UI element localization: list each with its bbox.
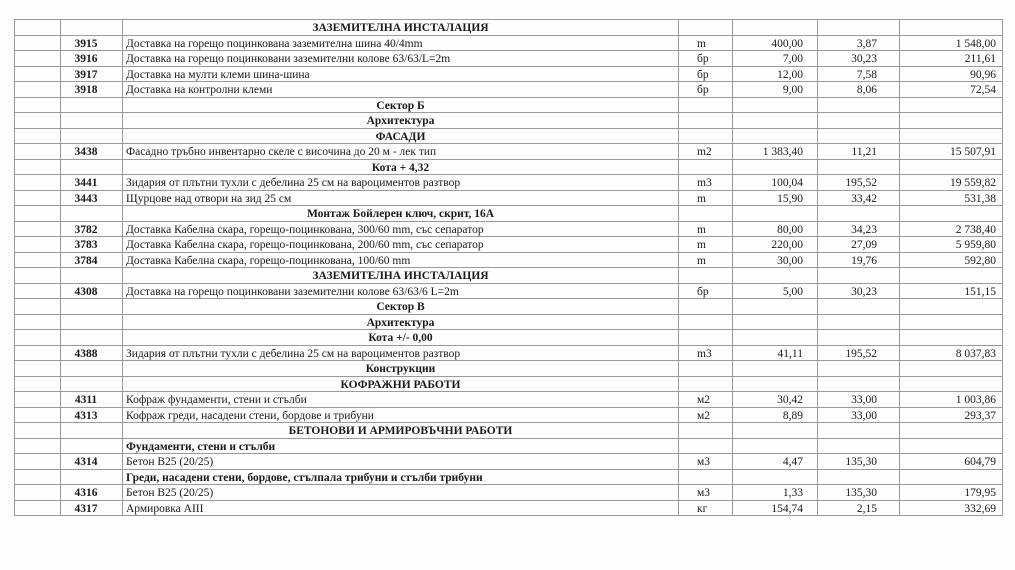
item-quantity [733, 128, 818, 144]
lead-cell [15, 407, 61, 423]
section-heading-row [15, 376, 1003, 392]
item-description: Кота +/- 0,00 [123, 330, 679, 346]
lead-cell [15, 128, 61, 144]
section-heading-row [15, 20, 1003, 36]
item-total: 8 037,83 [900, 345, 1003, 361]
item-total: 293,37 [900, 407, 1003, 423]
item-quantity: 400,00 [733, 35, 818, 51]
lead-cell [15, 113, 61, 129]
lead-cell [15, 35, 61, 51]
item-unit: m [679, 252, 733, 268]
item-description: Бетон В25 (20/25) [123, 485, 679, 501]
lead-cell [15, 330, 61, 346]
item-description: Доставка на горещо поцинковани заземителни колове 63/63/6 L=2m [123, 283, 679, 299]
item-code: 4308 [61, 283, 123, 299]
item-unit-price: 135,30 [818, 485, 900, 501]
item-code: 3918 [61, 82, 123, 98]
item-unit-price [818, 469, 900, 485]
item-quantity [733, 330, 818, 346]
item-total [900, 113, 1003, 129]
item-description: Щурцове над отвори на зид 25 см [123, 190, 679, 206]
item-code: 4388 [61, 345, 123, 361]
item-unit: м2 [679, 407, 733, 423]
item-total: 604,79 [900, 454, 1003, 470]
lead-cell [15, 221, 61, 237]
item-quantity: 30,42 [733, 392, 818, 408]
section-heading-row [15, 314, 1003, 330]
item-total: 2 738,40 [900, 221, 1003, 237]
item-unit [679, 268, 733, 284]
item-unit-price [818, 361, 900, 377]
item-code [61, 268, 123, 284]
item-unit [679, 206, 733, 222]
item-code: 4313 [61, 407, 123, 423]
subheading-row [15, 438, 1003, 454]
item-unit [679, 423, 733, 439]
item-unit-price: 7,58 [818, 66, 900, 82]
item-code: 3783 [61, 237, 123, 253]
table-row [15, 485, 1003, 501]
item-quantity [733, 113, 818, 129]
item-total: 332,69 [900, 500, 1003, 516]
item-description: Доставка Кабелна скара, горещо-поцинкована, 100/60 mm [123, 252, 679, 268]
item-total [900, 314, 1003, 330]
item-unit [679, 128, 733, 144]
section-heading-row [15, 423, 1003, 439]
item-unit-price: 135,30 [818, 454, 900, 470]
table-row [15, 66, 1003, 82]
item-description: ЗАЗЕМИТЕЛНА ИНСТАЛАЦИЯ [123, 268, 679, 284]
item-code [61, 299, 123, 315]
item-total [900, 97, 1003, 113]
item-code: 3784 [61, 252, 123, 268]
item-unit-price: 27,09 [818, 237, 900, 253]
item-unit [679, 314, 733, 330]
item-quantity: 4,47 [733, 454, 818, 470]
item-unit-price [818, 314, 900, 330]
table-row [15, 392, 1003, 408]
table-row [15, 51, 1003, 67]
item-total [900, 159, 1003, 175]
item-unit-price [818, 423, 900, 439]
item-total [900, 376, 1003, 392]
item-description: ФАСАДИ [123, 128, 679, 144]
item-total: 592,80 [900, 252, 1003, 268]
item-total: 90,96 [900, 66, 1003, 82]
item-quantity: 154,74 [733, 500, 818, 516]
item-unit-price [818, 159, 900, 175]
item-quantity: 100,04 [733, 175, 818, 191]
item-unit: m [679, 221, 733, 237]
item-code [61, 438, 123, 454]
item-unit: m3 [679, 345, 733, 361]
item-total [900, 206, 1003, 222]
lead-cell [15, 175, 61, 191]
item-unit-price: 33,00 [818, 407, 900, 423]
table-row [15, 35, 1003, 51]
item-quantity [733, 423, 818, 439]
item-description: Сектор В [123, 299, 679, 315]
item-unit-price [818, 299, 900, 315]
item-code: 3916 [61, 51, 123, 67]
subheading-row [15, 469, 1003, 485]
lead-cell [15, 97, 61, 113]
lead-cell [15, 283, 61, 299]
item-description: Кофраж греди, насадени стени, бордове и трибуни [123, 407, 679, 423]
item-unit-price: 34,23 [818, 221, 900, 237]
item-unit-price: 2,15 [818, 500, 900, 516]
item-code: 4316 [61, 485, 123, 501]
item-code [61, 361, 123, 377]
table-row [15, 144, 1003, 160]
item-description: Греди, насадени стени, бордове, стълпала трибуни и стълби трибуни [123, 469, 679, 485]
lead-cell [15, 190, 61, 206]
section-heading-row [15, 128, 1003, 144]
item-description: Архитектура [123, 314, 679, 330]
item-quantity [733, 361, 818, 377]
item-unit: бр [679, 66, 733, 82]
item-unit-price: 30,23 [818, 51, 900, 67]
lead-cell [15, 299, 61, 315]
table-row [15, 345, 1003, 361]
lead-cell [15, 159, 61, 175]
lead-cell [15, 500, 61, 516]
table-row [15, 252, 1003, 268]
table-row [15, 175, 1003, 191]
item-unit-price: 195,52 [818, 175, 900, 191]
item-quantity: 30,00 [733, 252, 818, 268]
item-unit [679, 159, 733, 175]
item-unit: кг [679, 500, 733, 516]
item-unit-price [818, 268, 900, 284]
item-unit-price [818, 206, 900, 222]
item-unit-price: 11,21 [818, 144, 900, 160]
table-row [15, 237, 1003, 253]
item-quantity: 9,00 [733, 82, 818, 98]
section-heading-row [15, 159, 1003, 175]
lead-cell [15, 20, 61, 36]
item-description: Доставка Кабелна скара, горещо-поцинкована, 200/60 mm, със сепаратор [123, 237, 679, 253]
item-code [61, 423, 123, 439]
item-description: Сектор Б [123, 97, 679, 113]
lead-cell [15, 361, 61, 377]
item-description: Фасадно тръбно инвентарно скеле с височина до 20 м - лек тип [123, 144, 679, 160]
item-total: 1 003,86 [900, 392, 1003, 408]
item-unit [679, 438, 733, 454]
item-code: 3915 [61, 35, 123, 51]
section-heading-row [15, 330, 1003, 346]
item-quantity: 8,89 [733, 407, 818, 423]
item-unit-price [818, 438, 900, 454]
item-code [61, 330, 123, 346]
item-unit-price [818, 20, 900, 36]
item-description: Монтаж Бойлерен ключ, скрит, 16А [123, 206, 679, 222]
table-body [15, 20, 1003, 516]
item-total: 19 559,82 [900, 175, 1003, 191]
item-unit [679, 113, 733, 129]
section-heading-row [15, 206, 1003, 222]
lead-cell [15, 314, 61, 330]
item-total: 1 548,00 [900, 35, 1003, 51]
item-code [61, 97, 123, 113]
item-unit [679, 469, 733, 485]
item-quantity [733, 314, 818, 330]
table-row [15, 82, 1003, 98]
item-unit: м3 [679, 454, 733, 470]
table-row [15, 454, 1003, 470]
item-unit: m3 [679, 175, 733, 191]
item-description: Зидария от плътни тухли с дебелина 25 см на вароциментов разтвор [123, 345, 679, 361]
item-quantity [733, 97, 818, 113]
item-description: Армировка АIII [123, 500, 679, 516]
section-heading-row [15, 299, 1003, 315]
item-unit-price [818, 330, 900, 346]
item-code: 3443 [61, 190, 123, 206]
item-quantity [733, 376, 818, 392]
lead-cell [15, 206, 61, 222]
item-code: 4311 [61, 392, 123, 408]
item-unit: бр [679, 51, 733, 67]
item-total [900, 469, 1003, 485]
item-total [900, 20, 1003, 36]
item-quantity: 7,00 [733, 51, 818, 67]
section-heading-row [15, 113, 1003, 129]
item-description: Доставка на горещо поцинкована заземителна шина 40/4mm [123, 35, 679, 51]
item-total: 179,95 [900, 485, 1003, 501]
item-unit: м3 [679, 485, 733, 501]
item-code: 4314 [61, 454, 123, 470]
item-description: Архитектура [123, 113, 679, 129]
item-total [900, 423, 1003, 439]
lead-cell [15, 376, 61, 392]
lead-cell [15, 66, 61, 82]
item-total: 72,54 [900, 82, 1003, 98]
item-total [900, 268, 1003, 284]
item-description: Фундаменти, стени и стълби [123, 438, 679, 454]
item-unit-price: 33,00 [818, 392, 900, 408]
item-total [900, 128, 1003, 144]
lead-cell [15, 469, 61, 485]
item-unit: бр [679, 82, 733, 98]
item-quantity [733, 438, 818, 454]
item-description: Доставка Кабелна скара, горещо-поцинкована, 300/60 mm, със сепаратор [123, 221, 679, 237]
lead-cell [15, 144, 61, 160]
item-code: 3782 [61, 221, 123, 237]
item-total [900, 299, 1003, 315]
item-code [61, 113, 123, 129]
table-row [15, 190, 1003, 206]
item-quantity [733, 159, 818, 175]
item-unit-price: 3,87 [818, 35, 900, 51]
lead-cell [15, 345, 61, 361]
item-quantity [733, 268, 818, 284]
item-total: 151,15 [900, 283, 1003, 299]
lead-cell [15, 423, 61, 439]
lead-cell [15, 237, 61, 253]
item-unit-price: 8,06 [818, 82, 900, 98]
item-unit: m2 [679, 144, 733, 160]
item-code: 3441 [61, 175, 123, 191]
item-quantity: 1,33 [733, 485, 818, 501]
item-quantity [733, 206, 818, 222]
item-unit-price: 195,52 [818, 345, 900, 361]
item-total: 5 959,80 [900, 237, 1003, 253]
lead-cell [15, 51, 61, 67]
item-code [61, 128, 123, 144]
item-description: ЗАЗЕМИТЕЛНА ИНСТАЛАЦИЯ [123, 20, 679, 36]
item-unit: m [679, 35, 733, 51]
section-heading-row [15, 361, 1003, 377]
item-unit [679, 361, 733, 377]
item-unit-price [818, 128, 900, 144]
item-unit [679, 20, 733, 36]
item-code [61, 376, 123, 392]
item-code: 3438 [61, 144, 123, 160]
item-unit-price [818, 113, 900, 129]
item-code [61, 206, 123, 222]
item-quantity [733, 20, 818, 36]
item-total: 15 507,91 [900, 144, 1003, 160]
bill-of-quantities-table [14, 19, 1003, 516]
item-code [61, 159, 123, 175]
item-total [900, 438, 1003, 454]
item-unit: m [679, 237, 733, 253]
item-unit-price [818, 376, 900, 392]
item-unit: м2 [679, 392, 733, 408]
item-total [900, 330, 1003, 346]
item-unit-price: 19,76 [818, 252, 900, 268]
item-quantity: 5,00 [733, 283, 818, 299]
item-description: Доставка на горещо поцинковани заземителни колове 63/63/L=2m [123, 51, 679, 67]
lead-cell [15, 82, 61, 98]
item-description: Бетон В25 (20/25) [123, 454, 679, 470]
section-heading-row [15, 268, 1003, 284]
item-unit [679, 97, 733, 113]
item-code: 3917 [61, 66, 123, 82]
item-total: 211,61 [900, 51, 1003, 67]
table-row [15, 407, 1003, 423]
lead-cell [15, 485, 61, 501]
item-description: Кофраж фундаменти, стени и стълби [123, 392, 679, 408]
lead-cell [15, 252, 61, 268]
item-quantity: 220,00 [733, 237, 818, 253]
section-heading-row [15, 97, 1003, 113]
table-row [15, 500, 1003, 516]
item-quantity: 41,11 [733, 345, 818, 361]
item-description: Доставка на мулти клеми шина-шина [123, 66, 679, 82]
item-code: 4317 [61, 500, 123, 516]
item-unit: m [679, 190, 733, 206]
lead-cell [15, 268, 61, 284]
item-code [61, 314, 123, 330]
item-unit [679, 376, 733, 392]
item-unit: бр [679, 283, 733, 299]
item-quantity: 80,00 [733, 221, 818, 237]
lead-cell [15, 438, 61, 454]
item-description: Кота + 4,32 [123, 159, 679, 175]
item-description: КОФРАЖНИ РАБОТИ [123, 376, 679, 392]
item-unit-price: 30,23 [818, 283, 900, 299]
lead-cell [15, 392, 61, 408]
item-description: Зидария от плътни тухли с дебелина 25 см на вароциментов разтвор [123, 175, 679, 191]
item-description: БЕТОНОВИ И АРМИРОВЪЧНИ РАБОТИ [123, 423, 679, 439]
item-code [61, 469, 123, 485]
item-quantity: 1 383,40 [733, 144, 818, 160]
item-description: Доставка на контролни клеми [123, 82, 679, 98]
item-unit [679, 299, 733, 315]
table-row [15, 221, 1003, 237]
item-unit-price: 33,42 [818, 190, 900, 206]
item-code [61, 20, 123, 36]
item-unit [679, 330, 733, 346]
item-total [900, 361, 1003, 377]
item-quantity [733, 469, 818, 485]
table-row [15, 283, 1003, 299]
item-total: 531,38 [900, 190, 1003, 206]
item-quantity: 12,00 [733, 66, 818, 82]
lead-cell [15, 454, 61, 470]
item-quantity [733, 299, 818, 315]
item-quantity: 15,90 [733, 190, 818, 206]
item-description: Конструкции [123, 361, 679, 377]
item-unit-price [818, 97, 900, 113]
